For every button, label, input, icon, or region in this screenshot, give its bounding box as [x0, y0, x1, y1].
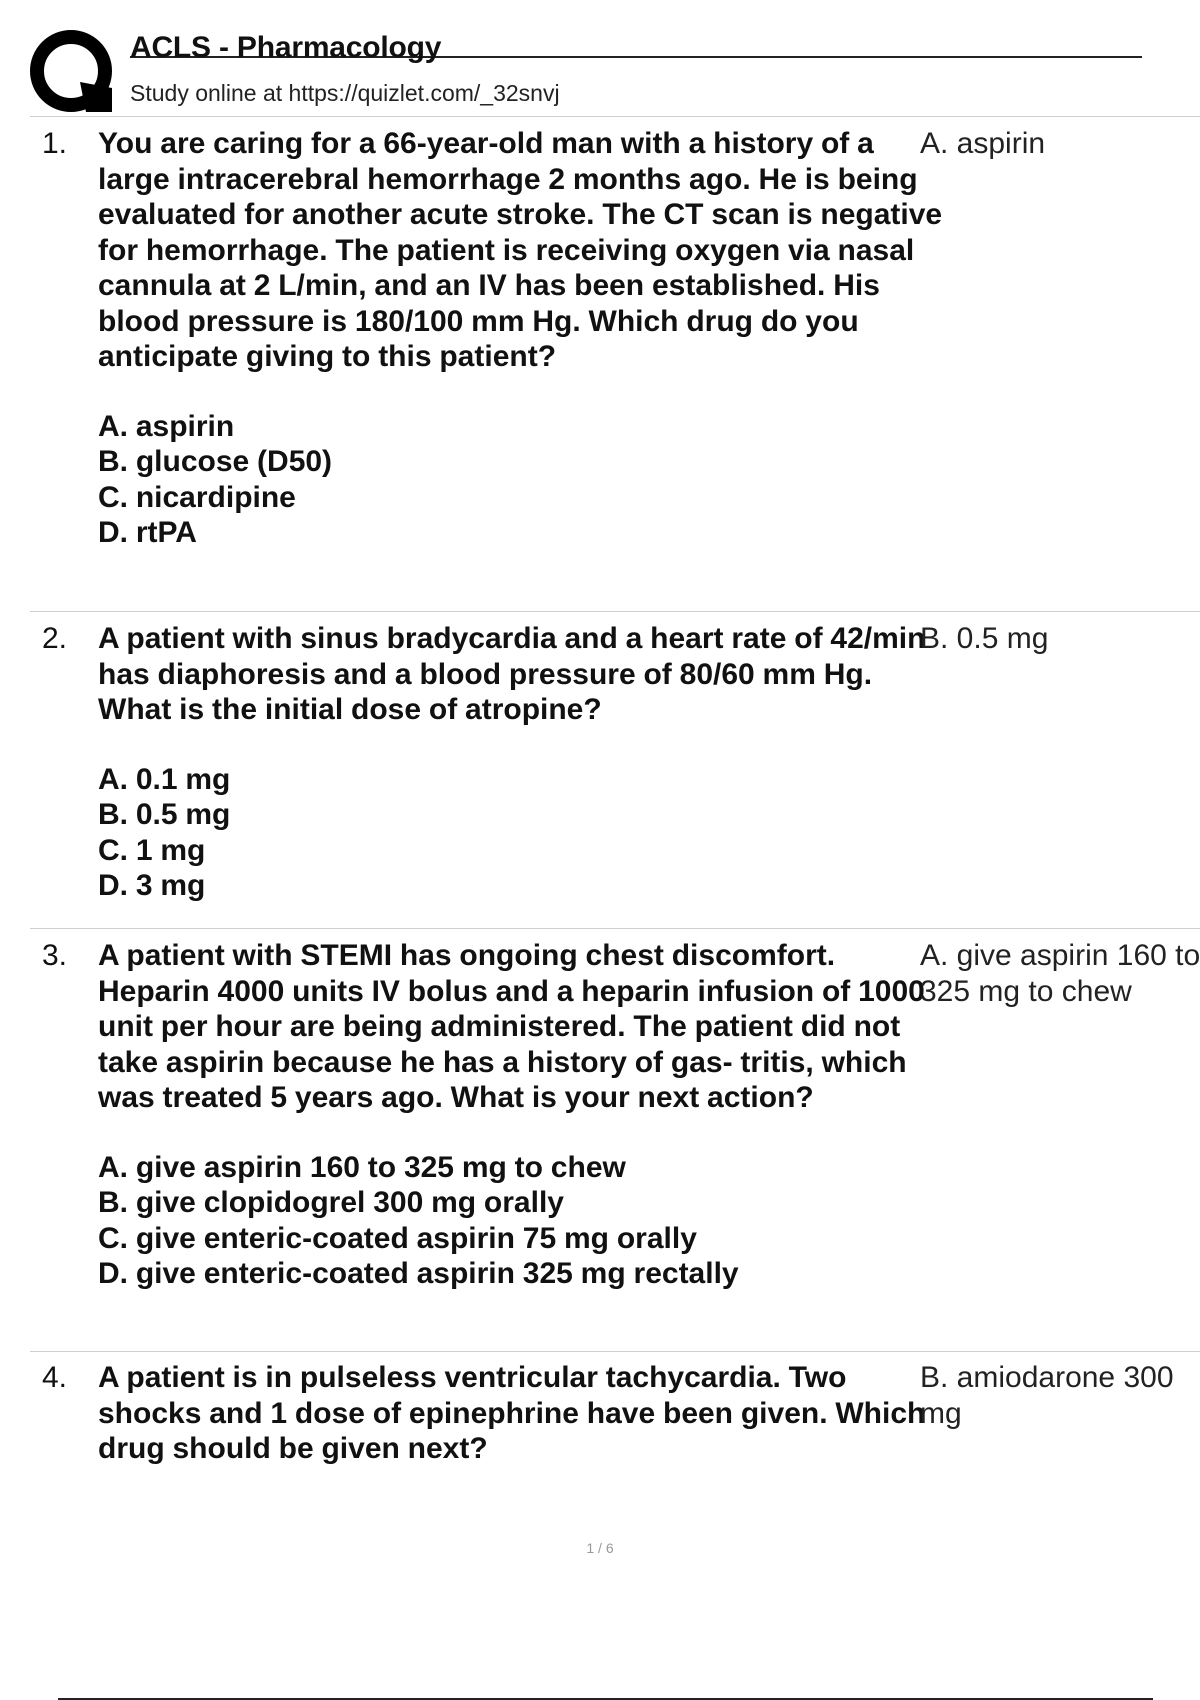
- card-question: [98, 938, 943, 1292]
- option-d: D. 3 mg: [98, 869, 206, 902]
- card-answer: B. 0.5 mg: [920, 622, 1049, 655]
- card-number: 1.: [42, 127, 68, 160]
- option-b: B. 0.5 mg: [98, 798, 231, 831]
- flashcard: [30, 126, 1200, 612]
- option-a: A. give aspirin 160 to 325 mg to chew: [98, 1150, 626, 1184]
- page-number: 1 / 6: [586, 1540, 614, 1556]
- option-a: A. 0.1 mg: [98, 762, 231, 796]
- option-b: B. glucose (D50): [98, 445, 333, 478]
- quizlet-q-logo: [30, 30, 112, 112]
- card-question: [98, 126, 943, 551]
- document-title: ACLS - Pharmacology: [130, 31, 442, 64]
- flashcard: [30, 938, 1200, 1352]
- question-text: You are caring for a 66-year-old man with a history of a large intracerebral hemorrhage 2 months ago. He is being evaluated for another acute stroke. The CT scan is negative for hemorrhage. The patient is receiving oxygen via nasal cannula at 2 L/min, and an IV has been established. His blood pressure is 180/100 mm Hg. Which drug do you anticipate giving to this patient?: [98, 127, 943, 373]
- card-question: [98, 621, 943, 904]
- option-c: C. nicardipine: [98, 480, 296, 514]
- study-online-link[interactable]: Study online at https://quizlet.com/_32snvj: [130, 80, 560, 106]
- card-number: 4.: [42, 1361, 68, 1394]
- option-c: C. give enteric-coated aspirin 75 mg orally: [98, 1221, 697, 1255]
- header-divider: [30, 116, 1200, 117]
- card-number: 2.: [42, 622, 68, 655]
- option-d: D. rtPA: [98, 516, 197, 549]
- answer-options: [98, 409, 943, 551]
- question-text: A patient is in pulseless ventricular tachycardia. Two shocks and 1 dose of epinephrine have been given. Which drug should be given next?: [98, 1361, 926, 1465]
- option-d: D. give enteric-coated aspirin 325 mg rectally: [98, 1257, 739, 1290]
- card-answer: B. amiodarone 300 mg: [920, 1361, 1174, 1430]
- card-answer: A. aspirin: [920, 127, 1046, 160]
- option-c: C. 1 mg: [98, 833, 206, 867]
- flashcard: [30, 621, 1200, 929]
- answer-options: [98, 1150, 943, 1292]
- answer-options: [98, 762, 943, 904]
- card-question: [98, 1360, 943, 1467]
- flashcard: [30, 1360, 1200, 1500]
- question-text: A patient with sinus bradycardia and a heart rate of 42/min has diaphoresis and a blood pressure of 80/60 mm Hg. What is the initial dose of atropine?: [98, 622, 926, 726]
- question-text: A patient with STEMI has ongoing chest discomfort. Heparin 4000 units IV bolus and a heparin infusion of 1000 unit per hour are being administered. The patient did not take aspirin because he has a history of gas- tritis, which was treated 5 years ago. What is your next action?: [98, 939, 925, 1114]
- option-a: A. aspirin: [98, 409, 235, 443]
- option-b: B. give clopidogrel 300 mg orally: [98, 1186, 564, 1219]
- card-number: 3.: [42, 939, 68, 972]
- card-answer: A. give aspirin 160 to 325 mg to chew: [920, 939, 1200, 1008]
- page-header: [0, 0, 1200, 118]
